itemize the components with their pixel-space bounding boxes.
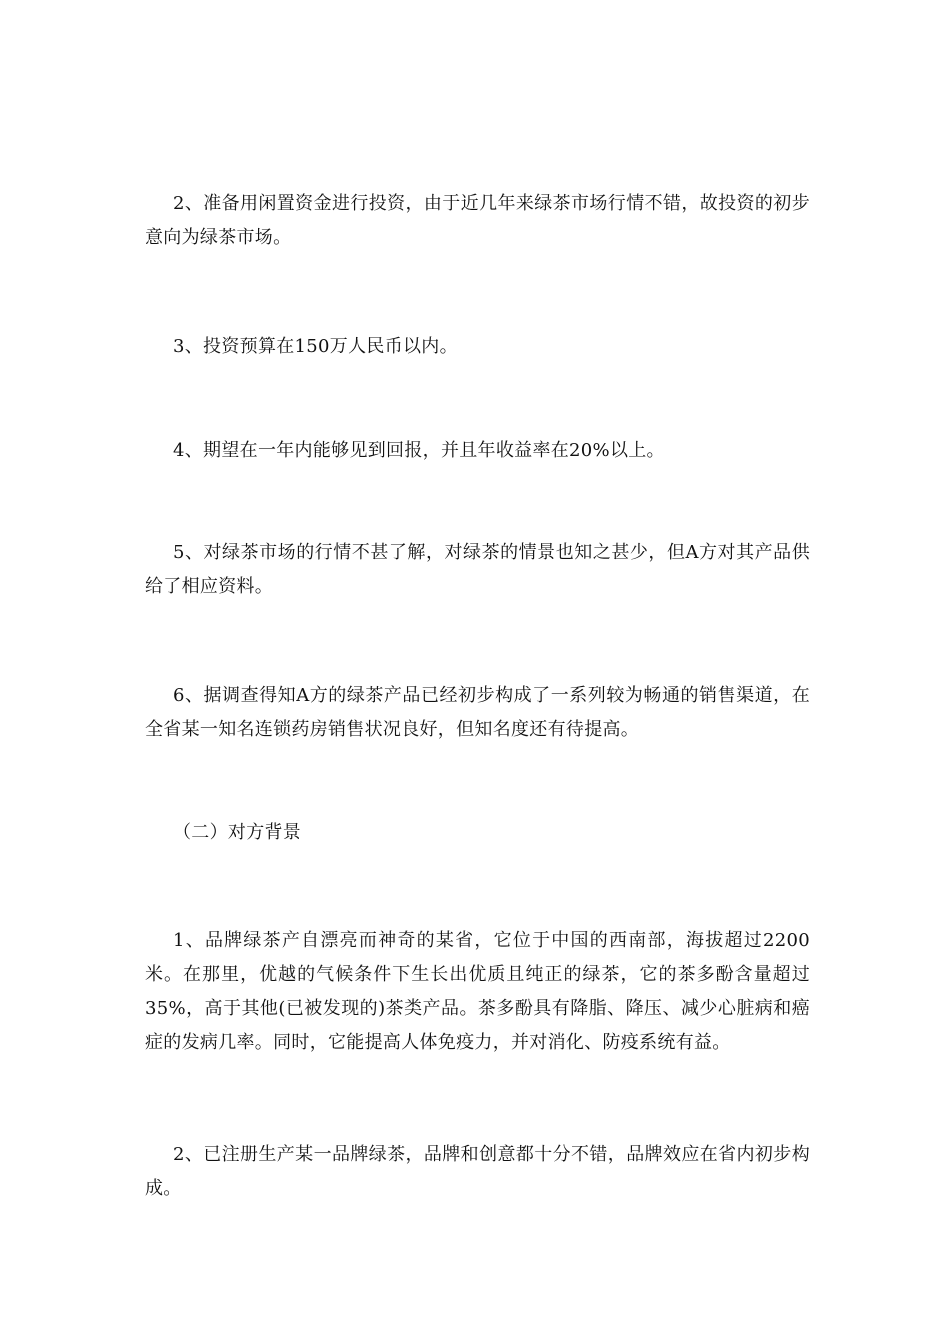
paragraph-item-6: 6、据调查得知A方的绿茶产品已经初步构成了一系列较为畅通的销售渠道，在全省某一知名连锁药房销售状况良好，但知名度还有待提高。 — [145, 685, 810, 740]
paragraph-item-5: 5、对绿茶市场的行情不甚了解，对绿茶的情景也知之甚少，但A方对其产品供给了相应资料。 — [145, 542, 810, 597]
paragraph-other-party-1: 1、品牌绿茶产自漂亮而神奇的某省，它位于中国的西南部，海拔超过2200米。在那里，优越的气候条件下生长出优质且纯正的绿茶，它的茶多酚含量超过35%，高于其他(已被发现的)茶类产品。茶多酚具有降脂、降压、减少心脏病和癌症的发病几率。同时，它能提高人体免疫力，并对消化、防疫系统有益。 — [145, 930, 810, 1053]
section-heading-other-party: （二）对方背景 — [173, 822, 302, 843]
paragraph-item-2: 2、准备用闲置资金进行投资，由于近几年来绿茶市场行情不错，故投资的初步意向为绿茶市场。 — [145, 193, 810, 248]
paragraph-other-party-2: 2、已注册生产某一品牌绿茶，品牌和创意都十分不错，品牌效应在省内初步构成。 — [145, 1144, 810, 1199]
paragraph-item-4: 4、期望在一年内能够见到回报，并且年收益率在20%以上。 — [173, 440, 665, 461]
paragraph-item-3: 3、投资预算在150万人民币以内。 — [173, 336, 458, 357]
